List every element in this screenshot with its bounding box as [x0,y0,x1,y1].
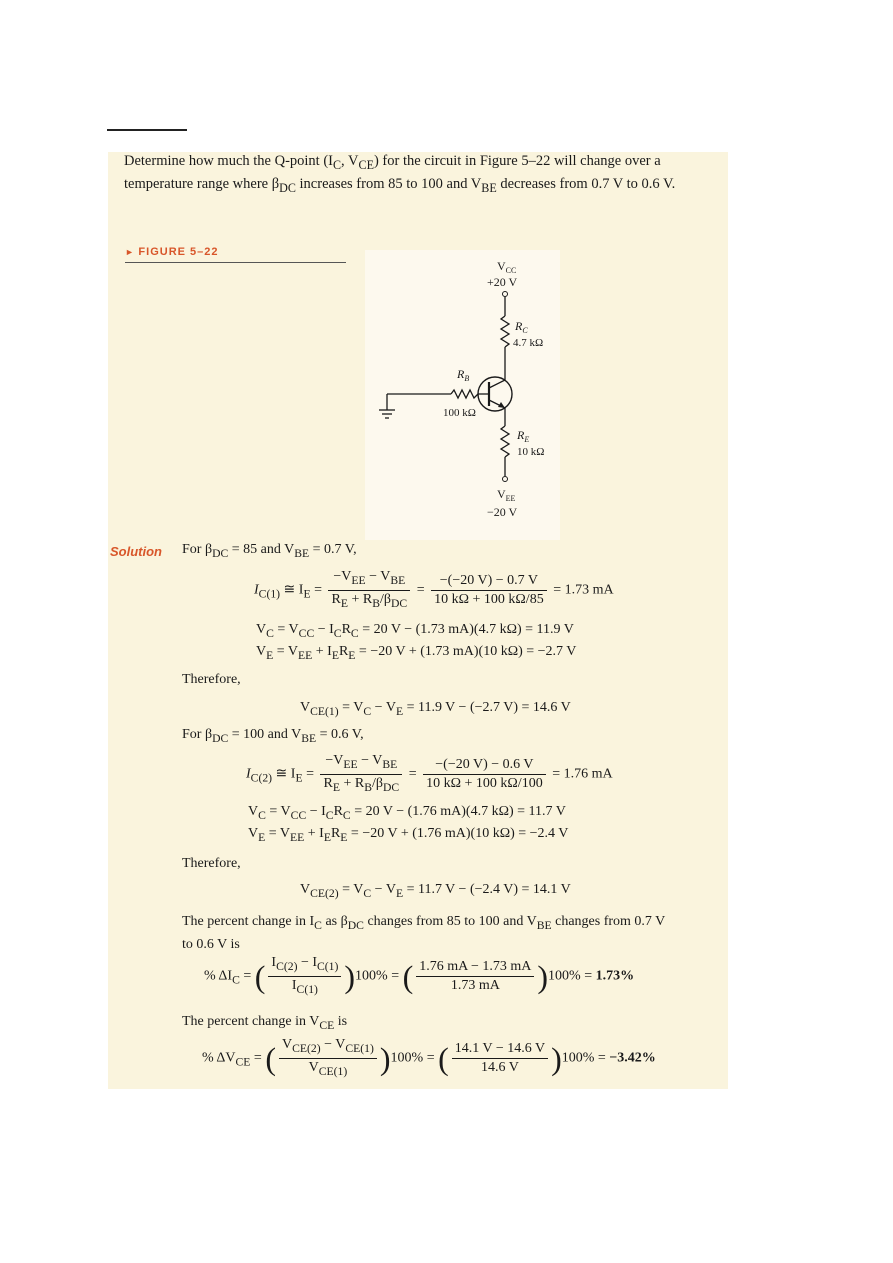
text: For β [182,542,213,557]
text: = V [273,644,299,659]
sub: C [258,808,266,822]
sub: C(1) [258,587,281,601]
sub: C [363,886,372,900]
vee-label: $V_{EE}$ [497,487,516,503]
sub: B [364,780,372,794]
text: = V [273,622,299,637]
text: −V [333,569,352,584]
equation-vce2 [300,882,571,900]
text: = 0.6 V, [316,727,364,742]
rc-resistor [501,316,509,347]
text: V [300,700,311,715]
sub: BE [294,546,310,560]
sub: C [363,704,372,718]
sub: E [258,830,266,844]
text: 100% = [390,1050,439,1066]
sub: C [232,973,240,987]
text: to 0.6 V is [182,936,240,952]
sub: E [340,830,348,844]
text: − V [371,882,396,897]
close-paren: ) [537,958,549,995]
text: R [341,622,351,637]
open-paren: ( [402,958,414,995]
therefore-2: Therefore, [182,856,241,871]
equation-ic1 [254,568,614,613]
text: − V [357,753,383,768]
problem-statement [124,152,704,198]
text: = [250,1050,266,1066]
sub: BE [390,573,406,587]
rc-label: $R_C$ [515,319,528,335]
sub: C [314,918,322,932]
numerator: 1.76 mA − 1.73 mA [416,958,534,977]
problem-text: , V [341,153,359,169]
numerator: −(−20 V) − 0.6 V [423,756,546,775]
sub: BE [481,180,497,195]
text: R [323,775,333,791]
sub: EE [343,757,358,771]
sub: EE [290,830,305,844]
denominator: 10 kΩ + 100 kΩ/85 [434,591,544,607]
text: − I [314,622,334,637]
sub: CE(1) [318,1064,348,1078]
sub: CE [358,157,374,172]
problem-text: decreases from 0.7 V to 0.6 V. [496,175,676,192]
denominator: 10 kΩ + 100 kΩ/100 [426,775,543,791]
sub: EE [351,573,366,587]
fraction [320,752,402,797]
fraction [416,958,534,995]
text: For β [182,727,213,742]
text: changes from 85 to 100 and V [363,914,537,929]
sub: BE [382,757,398,771]
sub: E [332,780,340,794]
re-resistor [501,426,509,457]
numerator: −(−20 V) − 0.7 V [431,572,547,591]
text: = 11.9 V − (−2.7 V) = 14.6 V [403,700,571,715]
text: = 11.7 V − (−2.4 V) = 14.1 V [403,882,571,897]
numerator [328,568,410,591]
problem-text: increases from 85 to 100 and V [295,175,482,192]
vcc-terminal [503,292,508,297]
figure-label-text: FIGURE 5–22 [138,246,219,258]
sub: C(2) [276,959,298,973]
circuit-diagram [365,250,560,540]
sub: E [295,771,303,785]
sub: C [333,626,342,640]
open-paren: ( [254,958,266,995]
rb-label: $R_B$ [457,367,470,383]
sub: DC [347,918,364,932]
text: − I [306,804,326,819]
text: 100% = [355,968,403,984]
text: 100% = [561,1050,610,1066]
text: = 0.7 V, [309,542,357,557]
sub: EE [298,648,313,662]
sub: DC [390,596,408,610]
percent-change-vce-text [182,1014,347,1032]
rb-value: 100 kΩ [443,407,476,419]
sub: C(2) [250,771,273,785]
sub: E [395,886,404,900]
percent-change-ic-text [182,912,665,954]
sub: CC [298,626,315,640]
text: 100% = [548,968,596,984]
text: V [248,826,259,841]
text: ≅ I [280,582,304,598]
fraction [268,954,341,999]
fraction [423,756,546,793]
text: − V [371,700,396,715]
equation-vc2 [248,804,566,822]
sub: B [372,596,380,610]
close-paren: ) [379,1040,391,1077]
text: = 20 V − (1.73 mA)(4.7 kΩ) = 11.9 V [358,622,574,637]
text: = [302,766,318,782]
vcc-value: +20 V [487,275,518,289]
equation-ve2 [248,826,568,844]
text: changes from 0.7 V [551,914,666,929]
sub: CE(2) [310,886,339,900]
sub: DC [279,180,296,195]
text: I [254,582,259,598]
fraction [328,568,410,613]
result: −3.42% [609,1050,656,1066]
fraction [279,1036,377,1081]
text: R [330,826,341,841]
text: The percent change in V [182,1014,320,1029]
vcc-label: $V_{CC}$ [497,259,517,275]
sub: C [266,626,274,640]
text: is [334,1014,348,1029]
sub: CE [235,1055,251,1069]
fraction [452,1040,548,1077]
denominator [320,775,402,797]
close-paren: ) [551,1040,562,1077]
sub: C [350,626,359,640]
text: = [408,766,421,782]
re-label: $R_E$ [517,428,530,444]
sub: DC [212,731,229,745]
text: I [246,766,251,782]
result: = 1.73 mA [553,582,614,598]
text: = [239,968,255,984]
equation-ve1 [256,644,576,662]
text: − I [297,955,318,970]
rc-value: 4.7 kΩ [513,337,544,349]
sub: E [323,830,331,844]
denominator: 1.73 mA [450,977,500,993]
equation-vc1 [256,622,574,640]
text: = V [265,826,291,841]
rb-resistor [451,390,478,398]
text: as β [321,914,348,929]
text: % ΔI [204,968,233,984]
text: R [331,591,341,607]
text: = −20 V + (1.73 mA)(10 kΩ) = −2.7 V [355,644,577,659]
text: = [416,582,429,598]
sub: C(1) [317,959,339,973]
text: −V [325,753,344,768]
open-paren: ( [438,1040,449,1077]
sub: C(1) [296,982,318,996]
text: V [256,644,267,659]
transistor-collector [489,380,505,388]
text: /β [371,775,383,791]
equation-ic2 [246,752,613,797]
sub: CE(2) [292,1041,321,1055]
therefore-1: Therefore, [182,672,241,687]
vee-value: −20 V [487,505,518,519]
text: = −20 V + (1.76 mA)(10 kΩ) = −2.4 V [347,826,569,841]
text: V [248,804,259,819]
solution-intro-1 [182,542,357,560]
text: + I [312,644,332,659]
sub: E [395,704,404,718]
text: V [308,1059,319,1075]
text: = V [338,882,364,897]
sub: BE [301,731,317,745]
text: + R [339,775,365,791]
numerator [279,1036,377,1059]
text: I [271,955,277,970]
sub: E [331,648,339,662]
text: = V [338,700,364,715]
figure-label: ► FIGURE 5–22 [125,246,219,258]
numerator: 14.1 V − 14.6 V [452,1040,548,1059]
re-value: 10 kΩ [517,446,545,458]
sub: CE [319,1018,335,1032]
numerator [320,752,402,775]
text: V [300,882,311,897]
denominator [268,977,341,999]
text: R [333,804,343,819]
text: I [291,977,297,993]
text: + R [347,591,373,607]
sub: DC [382,780,400,794]
top-rule [107,129,187,131]
text: /β [379,591,391,607]
sub: E [348,648,356,662]
sub: C [325,808,334,822]
denominator [328,591,410,613]
solution-label: Solution [110,544,162,559]
text: R [338,644,349,659]
sub: CC [290,808,307,822]
text: = 85 and V [228,542,295,557]
open-paren: ( [265,1040,276,1077]
fraction [431,572,547,609]
sub: DC [212,546,229,560]
denominator: 14.6 V [481,1059,519,1075]
result: = 1.76 mA [552,766,613,782]
example-card [108,152,728,1089]
text: = [310,582,326,598]
sub: CE(1) [345,1041,374,1055]
text: ≅ I [272,766,296,782]
text: = V [265,804,291,819]
text: = 20 V − (1.76 mA)(4.7 kΩ) = 11.7 V [350,804,566,819]
text: + I [304,826,324,841]
text: The percent change in I [182,914,315,929]
text: = 100 and V [228,727,302,742]
sub: E [303,587,311,601]
close-paren: ) [344,958,356,995]
sub: BE [536,918,552,932]
sub: E [340,596,348,610]
equation-pct-ic [204,954,634,999]
result: 1.73% [595,968,635,984]
problem-text: ) for the circuit in Figure 5–22 will change over a temperature range where β [124,153,661,192]
sub: CE(1) [310,704,339,718]
text: − V [320,1037,346,1052]
text: V [281,1037,293,1052]
sub: C [342,808,351,822]
text: − V [365,569,391,584]
equation-vce1 [300,700,571,718]
problem-text: Determine how much the Q-point (I [124,153,333,169]
vee-terminal [503,477,508,482]
sub: C [332,157,342,172]
figure-rule [125,262,346,263]
sub: E [266,648,274,662]
text: V [256,622,267,637]
numerator [268,954,341,977]
solution-intro-2 [182,727,364,745]
denominator [279,1059,377,1081]
text: % ΔV [202,1050,236,1066]
equation-pct-vce [202,1036,656,1081]
